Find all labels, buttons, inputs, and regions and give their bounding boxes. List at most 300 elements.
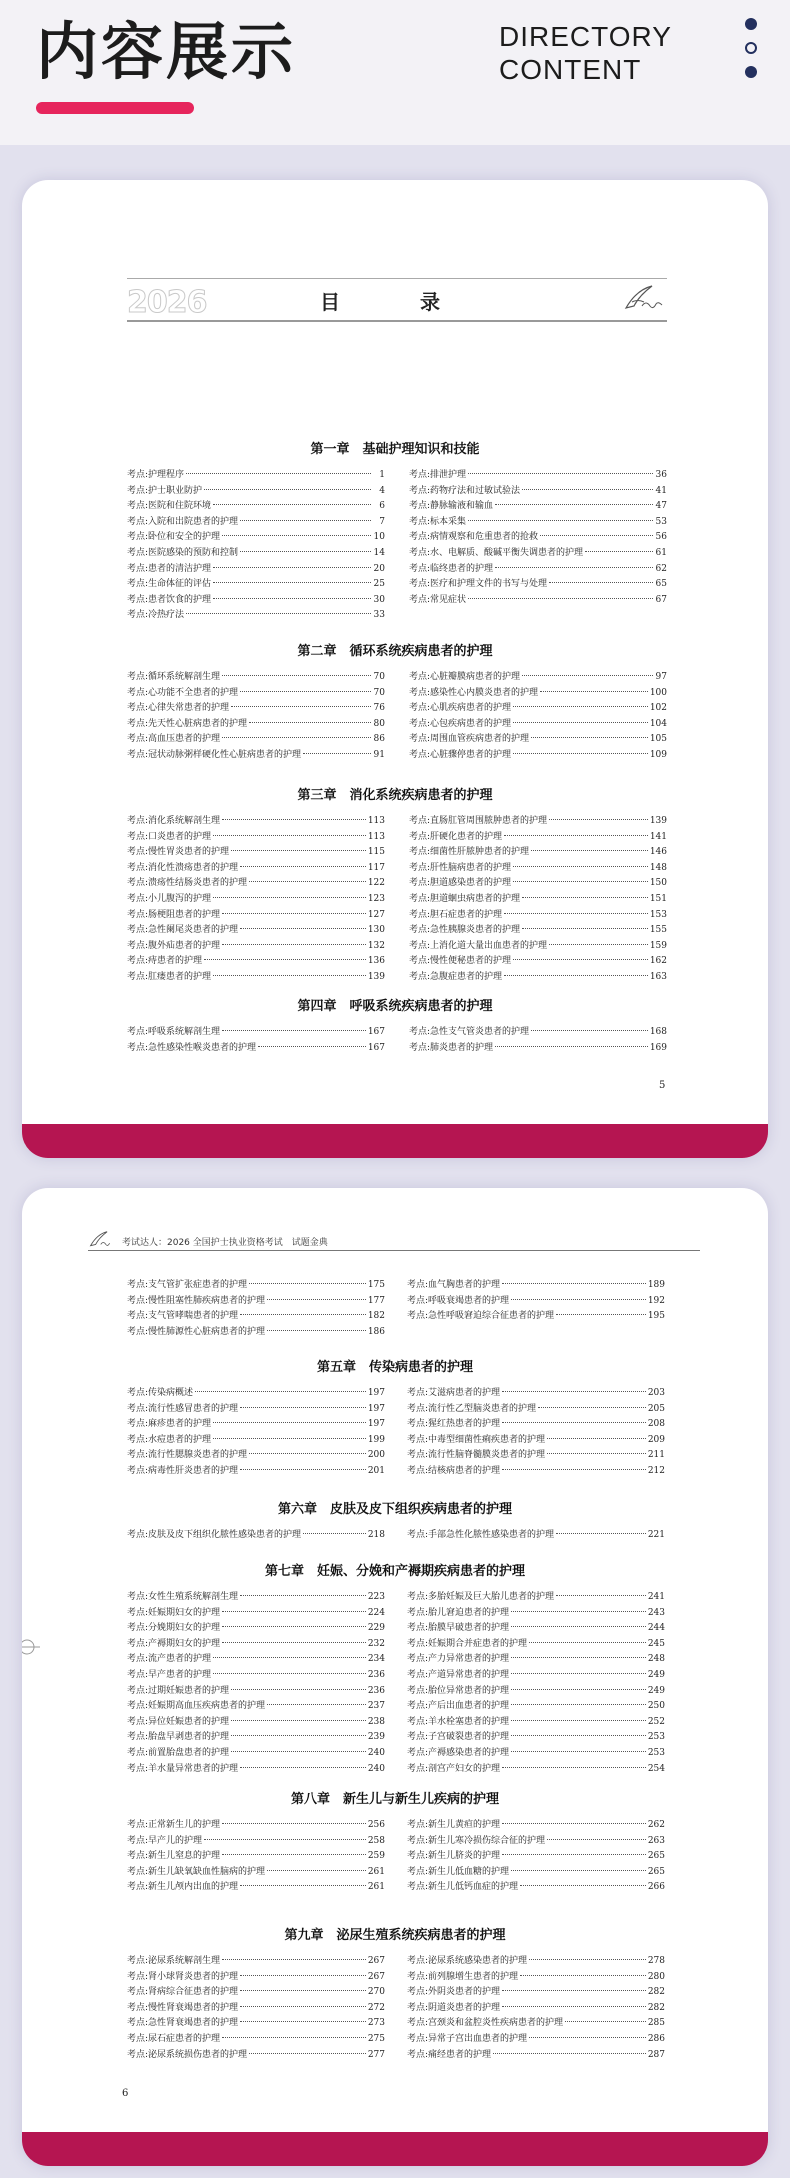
toc-entry-title: 考点:常见症状	[409, 594, 467, 605]
dot-leader	[222, 1030, 366, 1031]
toc-entry[interactable]	[127, 1746, 385, 1762]
toc-entry[interactable]	[127, 1970, 385, 1986]
dot-leader	[267, 1299, 366, 1300]
toc-entry[interactable]	[127, 1668, 385, 1684]
toc-entry[interactable]	[127, 2048, 385, 2064]
toc-entry[interactable]	[127, 1590, 385, 1606]
toc-entry-title: 考点:急性肾衰竭患者的护理	[127, 2018, 239, 2029]
dot-leader	[213, 598, 371, 599]
toc-entry-title: 考点:新生儿窒息的护理	[127, 1851, 221, 1862]
toc-entry[interactable]	[407, 1954, 665, 1970]
toc-entry-title: 考点:慢性胃炎患者的护理	[127, 847, 230, 858]
toc-entry-title: 考点:急腹症患者的护理	[409, 971, 503, 982]
toc-column	[407, 1278, 665, 1325]
toc-entry-page: 65	[655, 579, 667, 590]
toc-entry[interactable]	[127, 1818, 385, 1834]
toc-entry[interactable]	[127, 970, 385, 986]
toc-entry[interactable]	[409, 593, 667, 609]
toc-entry[interactable]	[407, 2048, 665, 2064]
toc-column	[407, 1590, 665, 1777]
toc-entry[interactable]	[409, 939, 667, 955]
dot-leader	[222, 1642, 366, 1643]
toc-entry-title: 考点:产道异常患者的护理	[407, 1669, 510, 1680]
toc-entry-title: 考点:支气管哮喘患者的护理	[127, 1311, 239, 1322]
toc-entry-title: 考点:胎盘早剥患者的护理	[127, 1732, 230, 1743]
toc-entry[interactable]	[127, 814, 385, 830]
toc-entry[interactable]	[407, 1309, 665, 1325]
toc-entry[interactable]	[407, 1668, 665, 1684]
toc-entry-title: 考点:正常新生儿的护理	[127, 1820, 221, 1830]
toc-entry-title: 考点:高血压患者的护理	[127, 734, 221, 745]
toc-entry-title: 考点:新生儿寒冷损伤综合征的护理	[407, 1835, 546, 1846]
toc-entry[interactable]	[127, 701, 385, 717]
toc-entry-page: 177	[367, 1295, 385, 1306]
toc-entry[interactable]	[409, 748, 667, 764]
toc-entry-page: 102	[649, 703, 667, 714]
toc-entry[interactable]	[127, 923, 385, 939]
toc-entry[interactable]	[409, 732, 667, 748]
toc-entry-title: 考点:中毒型细菌性痢疾患者的护理	[407, 1434, 546, 1445]
toc-entry-title: 考点:急性阑尾炎患者的护理	[127, 925, 239, 936]
toc-entry[interactable]	[127, 1865, 385, 1881]
toc-entry[interactable]	[127, 1606, 385, 1622]
toc-entry-page: 148	[649, 862, 667, 873]
toc-entry[interactable]	[127, 876, 385, 892]
toc-entry[interactable]	[127, 1637, 385, 1653]
chapter-title[interactable]: 第一章 基础护理知识和技能	[310, 442, 480, 457]
toc-entry[interactable]	[409, 814, 667, 830]
toc-entry-page: 267	[367, 1971, 385, 1982]
toc-entry[interactable]	[407, 1621, 665, 1637]
dot-leader	[502, 1854, 646, 1855]
toc-entry-title: 考点:结核病患者的护理	[407, 1465, 501, 1476]
toc-entry[interactable]	[127, 2001, 385, 2017]
toc-entry-title: 考点:心包疾病患者的护理	[409, 718, 512, 729]
dot-leader	[231, 850, 366, 851]
toc-entry[interactable]	[127, 1652, 385, 1668]
toc-column	[409, 1025, 667, 1056]
toc-entry-page: 67	[655, 594, 667, 605]
toc-entry-page: 70	[373, 672, 385, 682]
toc-entry[interactable]	[127, 845, 385, 861]
toc-entry[interactable]	[127, 546, 385, 562]
toc-entry-title: 考点:急性支气管炎患者的护理	[409, 1027, 530, 1037]
toc-entry[interactable]	[127, 2032, 385, 2048]
toc-entry-page: 122	[367, 878, 385, 889]
toc-column	[407, 1386, 665, 1480]
dot-leader	[502, 1767, 646, 1768]
dot-leader	[249, 881, 366, 882]
dot-leader	[213, 567, 371, 568]
dot-leader	[511, 1299, 646, 1300]
toc-entry-title: 考点:心功能不全患者的护理	[127, 687, 239, 698]
toc-entry[interactable]	[127, 1025, 385, 1041]
toc-entry[interactable]	[127, 1715, 385, 1731]
toc-entry[interactable]	[127, 1325, 385, 1341]
toc-column	[409, 670, 667, 764]
dot-leader	[213, 1657, 366, 1658]
toc-entry-page: 237	[367, 1701, 385, 1712]
toc-entry-page: 197	[367, 1419, 385, 1430]
toc-entry[interactable]	[407, 1417, 665, 1433]
toc-entry[interactable]	[127, 468, 385, 484]
toc-entry-page: 277	[367, 2049, 385, 2060]
dot-leader	[222, 913, 366, 914]
toc-entry-page: 4	[379, 485, 385, 496]
toc-entry[interactable]	[127, 1621, 385, 1637]
toc-entry-page: 62	[655, 563, 667, 574]
toc-entry[interactable]	[409, 1041, 667, 1057]
toc-entry-title: 考点:早产患者的护理	[127, 1669, 212, 1680]
dot-leader	[204, 959, 366, 960]
toc-entry[interactable]	[407, 1386, 665, 1402]
toc-entry-page: 53	[655, 516, 667, 527]
dot-leader	[520, 1975, 646, 1976]
toc-entry[interactable]	[127, 686, 385, 702]
toc-entry-page: 259	[367, 1851, 385, 1862]
toc-column	[409, 814, 667, 986]
dot-leader	[231, 1735, 366, 1736]
toc-entry-page: 159	[649, 940, 667, 951]
toc-entry-title: 考点:异位妊娠患者的护理	[127, 1716, 230, 1727]
page-header	[0, 0, 790, 145]
toc-entry[interactable]	[409, 954, 667, 970]
toc-entry-title: 考点:肛瘘患者的护理	[127, 971, 212, 982]
dot-leader	[540, 691, 648, 692]
toc-entry[interactable]	[127, 1417, 385, 1433]
dot-leader	[222, 1823, 366, 1824]
dot-leader	[511, 1720, 646, 1721]
toc-entry[interactable]	[127, 861, 385, 877]
toc-entry[interactable]	[409, 830, 667, 846]
toc-entry[interactable]	[127, 939, 385, 955]
chapter-title[interactable]: 第六章 皮肤及皮下组织疾病患者的护理	[277, 1502, 512, 1517]
toc-entry[interactable]	[407, 1637, 665, 1653]
toc-entry[interactable]	[127, 670, 385, 686]
toc-entry[interactable]	[407, 2016, 665, 2032]
dot-leader	[186, 473, 371, 474]
toc-entry[interactable]	[407, 2001, 665, 2017]
toc-entry-page: 286	[647, 2033, 665, 2044]
toc-entry[interactable]	[407, 1865, 665, 1881]
header-title: 内容展示	[36, 15, 297, 88]
dot-leader	[502, 1990, 646, 1991]
toc-entry-title: 考点:胆道蛔虫病患者的护理	[409, 893, 521, 904]
toc-entry-title: 考点:产褥期妇女的护理	[127, 1638, 221, 1649]
toc-entry-title: 考点:手部急性化脓性感染患者的护理	[407, 1530, 555, 1540]
toc-entry-title: 考点:皮肤及皮下组织化脓性感染患者的护理	[127, 1530, 302, 1540]
toc-entry[interactable]	[127, 2016, 385, 2032]
toc-entry[interactable]	[407, 1448, 665, 1464]
toc-entry-title: 考点:异常子宫出血患者的护理	[407, 2033, 528, 2044]
chapter-title[interactable]: 第七章 妊娠、分娩和产褥期疾病患者的护理	[264, 1564, 525, 1579]
toc-entry-page: 127	[367, 909, 385, 920]
toc-entry-title: 考点:胆道感染患者的护理	[409, 878, 512, 889]
toc-entry-page: 240	[367, 1747, 385, 1758]
toc-entry-title: 考点:流产患者的护理	[127, 1654, 212, 1665]
toc-entry[interactable]	[409, 1025, 667, 1041]
toc-entry[interactable]	[407, 1818, 665, 1834]
toc-entry[interactable]	[127, 1464, 385, 1480]
dot-leader	[565, 2021, 646, 2022]
toc-entry-page: 167	[367, 1042, 385, 1053]
toc-entry[interactable]	[407, 1970, 665, 1986]
toc-entry[interactable]	[409, 861, 667, 877]
toc-entry[interactable]	[409, 970, 667, 986]
toc-entry[interactable]	[127, 954, 385, 970]
toc-entry[interactable]	[127, 1834, 385, 1850]
toc-entry-title: 考点:医疗和护理文件的书写与处理	[409, 579, 548, 590]
toc-entry[interactable]	[409, 892, 667, 908]
toc-entry-page: 209	[647, 1434, 665, 1445]
toc-entry[interactable]	[127, 748, 385, 764]
toc-entry[interactable]	[407, 2032, 665, 2048]
toc-entry-page: 261	[367, 1866, 385, 1877]
toc-entry-title: 考点:口炎患者的护理	[127, 831, 212, 842]
toc-entry[interactable]	[127, 1433, 385, 1449]
toc-entry[interactable]	[409, 515, 667, 531]
toc-entry[interactable]	[407, 1590, 665, 1606]
dot-leader	[468, 598, 653, 599]
toc-entry[interactable]	[127, 1880, 385, 1896]
toc-entry-title: 考点:护理程序	[127, 470, 185, 480]
toc-entry[interactable]	[127, 1730, 385, 1746]
dot-leader	[222, 2037, 366, 2038]
toc-entry-page: 229	[367, 1623, 385, 1634]
toc-entry[interactable]	[409, 686, 667, 702]
toc-entry-page: 47	[655, 501, 667, 512]
dot-leader	[222, 675, 371, 676]
brand-logo-icon	[88, 1230, 116, 1250]
toc-entry-title: 考点:过期妊娠患者的护理	[127, 1685, 230, 1696]
toc-entry[interactable]	[127, 1684, 385, 1700]
header-english	[499, 20, 672, 86]
toc-entry-page: 252	[647, 1716, 665, 1727]
toc-entry-page: 86	[373, 734, 385, 745]
toc-entry[interactable]	[127, 499, 385, 515]
toc-entry[interactable]	[407, 1684, 665, 1700]
dot-leader	[511, 1870, 646, 1871]
toc-entry-title: 考点:急性呼吸窘迫综合征患者的护理	[407, 1311, 555, 1322]
toc-entry[interactable]	[407, 1652, 665, 1668]
toc-entry-page: 238	[367, 1716, 385, 1727]
carousel-dots[interactable]	[745, 18, 761, 90]
dot-leader	[240, 928, 366, 929]
card-footer-bar	[22, 1124, 768, 1158]
dot-leader	[495, 567, 653, 568]
dot-leader	[502, 2006, 646, 2007]
toc-entry-page: 30	[373, 594, 385, 605]
dot-outline-icon[interactable]	[745, 42, 757, 54]
toc-entry[interactable]	[409, 484, 667, 500]
toc-entry-page: 240	[367, 1763, 385, 1774]
toc-entry[interactable]	[127, 593, 385, 609]
toc-entry[interactable]	[127, 484, 385, 500]
toc-entry-title: 考点:羊水量异常患者的护理	[127, 1763, 239, 1774]
toc-entry-page: 205	[647, 1403, 665, 1414]
toc-entry-page: 248	[647, 1654, 665, 1665]
toc-entry-page: 236	[367, 1669, 385, 1680]
dot-leader	[556, 1314, 646, 1315]
toc-entry[interactable]	[127, 1849, 385, 1865]
toc-entry-title: 考点:多胎妊娠及巨大胎儿患者的护理	[407, 1592, 555, 1602]
toc-entry-title: 考点:病情观察和危重患者的抢救	[409, 532, 539, 543]
toc-entry[interactable]	[127, 1402, 385, 1418]
toc-entry[interactable]	[127, 830, 385, 846]
toc-entry[interactable]	[407, 1730, 665, 1746]
toc-entry[interactable]	[127, 892, 385, 908]
toc-entry[interactable]	[407, 1402, 665, 1418]
dot-icon[interactable]	[745, 66, 757, 78]
toc-entry-title: 考点:临终患者的护理	[409, 563, 494, 574]
toc-entry-title: 考点:冠状动脉粥样硬化性心脏病患者的护理	[127, 749, 302, 760]
toc-entry-page: 14	[373, 547, 385, 558]
chapter-title[interactable]: 第八章 新生儿与新生儿疾病的护理	[290, 1792, 499, 1807]
toc-entry-page: 262	[647, 1820, 665, 1830]
dot-leader	[502, 1391, 646, 1392]
toc-entry-title: 考点:患者饮食的护理	[127, 594, 212, 605]
toc-entry-title: 考点:慢性便秘患者的护理	[409, 956, 512, 967]
dot-leader	[513, 706, 648, 707]
toc-entry[interactable]	[407, 1834, 665, 1850]
toc-entry-page: 97	[655, 672, 667, 682]
toc-entry[interactable]	[407, 1762, 665, 1778]
chapter-title[interactable]: 第九章 泌尿生殖系统疾病患者的护理	[284, 1928, 506, 1943]
page-number: 5	[659, 1080, 666, 1091]
toc-entry[interactable]	[407, 1528, 665, 1544]
header-rule	[127, 320, 667, 322]
toc-entry-title: 考点:新生儿低血糖的护理	[407, 1866, 510, 1877]
dot-leader	[504, 835, 648, 836]
toc-entry[interactable]	[127, 1278, 385, 1294]
toc-entry[interactable]	[409, 845, 667, 861]
toc-entry-title: 考点:分娩期妇女的护理	[127, 1623, 221, 1634]
toc-entry-title: 考点:泌尿系统损伤患者的护理	[127, 2049, 248, 2060]
toc-entry[interactable]	[127, 1448, 385, 1464]
toc-entry-page: 224	[367, 1607, 385, 1618]
toc-entry-page: 275	[367, 2033, 385, 2044]
toc-entry[interactable]	[409, 923, 667, 939]
toc-entry-title: 考点:消化性溃疡患者的护理	[127, 862, 239, 873]
toc-entry[interactable]	[407, 1294, 665, 1310]
toc-entry[interactable]	[127, 1294, 385, 1310]
toc-entry[interactable]	[127, 577, 385, 593]
toc-entry[interactable]	[127, 1041, 385, 1057]
toc-entry[interactable]	[409, 717, 667, 733]
toc-entry-page: 200	[367, 1450, 385, 1461]
chapter-title[interactable]: 第三章 消化系统疾病患者的护理	[297, 788, 493, 803]
toc-entry[interactable]	[409, 546, 667, 562]
toc-entry[interactable]	[127, 1954, 385, 1970]
toc-entry-page: 113	[367, 831, 385, 842]
toc-entry[interactable]	[407, 1880, 665, 1896]
toc-entry-title: 考点:肾小球肾炎患者的护理	[127, 1971, 239, 1982]
dot-leader	[531, 1030, 648, 1031]
dot-icon[interactable]	[745, 18, 757, 30]
toc-entry-page: 130	[367, 925, 385, 936]
toc-entry[interactable]	[127, 515, 385, 531]
toc-entry[interactable]	[127, 1699, 385, 1715]
chapter-title[interactable]: 第四章 呼吸系统疾病患者的护理	[297, 999, 493, 1014]
toc-column	[127, 1528, 385, 1544]
toc-entry[interactable]	[407, 1433, 665, 1449]
toc-entry-title: 考点:医院感染的预防和控制	[127, 547, 239, 558]
dot-leader	[195, 1391, 366, 1392]
toc-entry[interactable]	[409, 468, 667, 484]
toc-page-6	[22, 1188, 768, 2166]
toc-entry[interactable]	[127, 908, 385, 924]
toc-entry-page: 100	[649, 687, 667, 698]
dot-leader	[222, 1626, 366, 1627]
toc-entry[interactable]	[127, 1386, 385, 1402]
toc-entry-page: 278	[647, 1956, 665, 1966]
toc-entry-page: 199	[367, 1434, 385, 1445]
toc-entry[interactable]	[127, 1309, 385, 1325]
toc-entry-page: 168	[649, 1027, 667, 1037]
dot-leader	[549, 819, 648, 820]
toc-entry-page: 250	[647, 1701, 665, 1712]
toc-entry-page: 280	[647, 1971, 665, 1982]
toc-entry[interactable]	[127, 562, 385, 578]
dot-leader	[213, 1438, 366, 1439]
toc-entry-title: 考点:子宫破裂患者的护理	[407, 1732, 510, 1743]
toc-entry[interactable]	[409, 670, 667, 686]
toc-entry-title: 考点:新生儿缺氧缺血性脑病的护理	[127, 1866, 266, 1877]
toc-entry[interactable]	[127, 530, 385, 546]
toc-entry[interactable]	[127, 732, 385, 748]
toc-entry[interactable]	[409, 701, 667, 717]
toc-entry[interactable]	[407, 1606, 665, 1622]
toc-entry-title: 考点:排泄护理	[409, 470, 467, 480]
toc-entry[interactable]	[127, 1985, 385, 2001]
toc-entry-title: 考点:溃疡性结肠炎患者的护理	[127, 878, 248, 889]
toc-entry-page: 245	[647, 1638, 665, 1649]
toc-column	[127, 814, 385, 986]
chapter-title[interactable]: 第五章 传染病患者的护理	[316, 1360, 473, 1375]
chapter-title[interactable]: 第二章 循环系统疾病患者的护理	[297, 644, 493, 659]
toc-entry[interactable]	[409, 499, 667, 515]
toc-entry[interactable]	[407, 1464, 665, 1480]
toc-entry[interactable]	[409, 562, 667, 578]
toc-entry[interactable]	[407, 1746, 665, 1762]
toc-entry-title: 考点:急性胰腺炎患者的护理	[409, 925, 521, 936]
toc-entry-title: 考点:护士职业防护	[127, 485, 203, 496]
toc-entry-page: 76	[373, 703, 385, 714]
toc-entry[interactable]	[407, 1715, 665, 1731]
toc-entry[interactable]	[127, 1528, 385, 1544]
toc-entry[interactable]	[409, 908, 667, 924]
toc-entry[interactable]	[409, 577, 667, 593]
dot-leader	[520, 1885, 646, 1886]
header-en-line1: DIRECTORY	[499, 21, 672, 52]
toc-entry-title: 考点:周围血管疾病患者的护理	[409, 734, 530, 745]
toc-entry[interactable]	[407, 1278, 665, 1294]
toc-entry-page: 261	[367, 1882, 385, 1893]
toc-entry[interactable]	[407, 1849, 665, 1865]
toc-entry[interactable]	[407, 1985, 665, 2001]
toc-entry[interactable]	[127, 717, 385, 733]
toc-entry[interactable]	[127, 608, 385, 624]
toc-entry[interactable]	[409, 530, 667, 546]
toc-entry-page: 256	[367, 1820, 385, 1830]
toc-entry-page: 265	[647, 1866, 665, 1877]
dot-leader	[186, 613, 371, 614]
toc-entry[interactable]	[409, 876, 667, 892]
toc-entry[interactable]	[127, 1762, 385, 1778]
toc-entry[interactable]	[407, 1699, 665, 1715]
dot-leader	[213, 582, 371, 583]
toc-entry-page: 203	[647, 1388, 665, 1398]
